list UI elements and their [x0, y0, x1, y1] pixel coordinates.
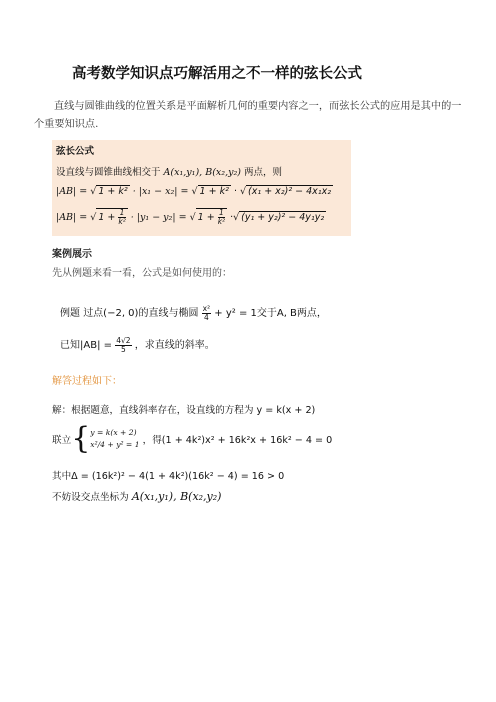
- frac-den-b: k²: [217, 217, 226, 226]
- page-title: 高考数学知识点巧解活用之不一样的弦长公式: [72, 66, 362, 82]
- formula-header: 弦长公式: [56, 146, 95, 157]
- solution-line4-a: 不妨设交点坐标为: [52, 492, 129, 503]
- formula-line3-rad3: (y₁ + y₂)² − 4y₁y₂: [241, 212, 325, 223]
- example-text1: 过点(−2, 0)的直线与椭圆: [83, 308, 199, 319]
- example-line-2: [60, 336, 215, 354]
- ab-den: 5: [120, 344, 126, 354]
- solution-line4-b: A(x₁,y₁), B(x₂,y₂): [131, 490, 222, 503]
- ab-num: 4√2: [116, 335, 131, 345]
- formula-line1-post: 两点，则: [244, 167, 283, 178]
- frac-den: k²: [118, 217, 126, 226]
- brace-icon: {: [71, 421, 91, 456]
- formula-line2-dot: ·: [233, 186, 237, 197]
- formula-line-2: |AB| = √ 1 + k² · |x₁ − x₂| = √ 1 + k² · √ (x₁ + x₂)² − 4x₁x₂: [56, 186, 332, 197]
- ellipse-den: 4: [203, 312, 209, 322]
- formula-line2-rad3: (x₁ + x₂)² − 4x₁x₂: [248, 186, 332, 197]
- formula-line2-ab: |AB| =: [56, 186, 88, 197]
- formula-line2-rad1: 1 + k²: [98, 186, 128, 197]
- formula-line3-rad1: [96, 208, 127, 226]
- ab-frac: [115, 337, 131, 354]
- frac-num: 1: [119, 208, 125, 217]
- formula-line3-rad2: [196, 208, 227, 226]
- formula-line3-ab: |AB| =: [56, 212, 88, 223]
- formula-line3-frac: [118, 209, 125, 226]
- solution-line-4: [52, 489, 221, 503]
- formula-line2-diff: · |x₁ − x₂| =: [132, 186, 189, 197]
- formula-line1-pre: 设直线与圆锥曲线相交于: [56, 167, 161, 178]
- formula-line3-diff: · |y₁ − y₂| =: [130, 212, 187, 223]
- system-eq-2: x²/4 + y² = 1: [90, 440, 140, 449]
- example-line2-b: ，求直线的斜率。: [134, 340, 215, 351]
- solution-heading: 解答过程如下：: [52, 376, 122, 387]
- ellipse-frac: [202, 305, 211, 322]
- solution-lianli: 联立: [52, 435, 72, 446]
- formula-line1-points: A(x₁,y₁), B(x₂,y₂): [163, 167, 241, 178]
- formula-line3-one-b: 1 +: [197, 212, 215, 223]
- ellipse-num: x²: [202, 303, 211, 313]
- frac-num-b: 1: [218, 208, 224, 217]
- example-label: 例题: [60, 308, 80, 319]
- formula-line2-rad2: 1 + k²: [199, 186, 229, 197]
- example-heading: 案例展示: [52, 249, 92, 260]
- system-eq-1: y = k(x + 2): [90, 428, 137, 437]
- solution-line-1: 解：根据题意，直线斜率存在，设直线的方程为 y = k(x + 2): [52, 405, 316, 416]
- equation-system: [90, 427, 139, 451]
- solution-line-3: 其中Δ = (16k²)² − 4(1 + 4k²)(16k² − 4) = 16 > 0: [52, 471, 285, 482]
- example-line-1: [60, 304, 327, 322]
- formula-line-1: [56, 164, 282, 178]
- solution-result: ，得(1 + 4k²)x² + 16k²x + 16k² − 4 = 0: [142, 435, 333, 446]
- example-lead: 先从例题来看一看，公式是如何使用的：: [52, 268, 232, 279]
- formula-box: [52, 140, 351, 236]
- formula-line-3: |AB| = √ 1 + $\frac{1}{\text{k²}}$ · |y₁ − y₂| = √ 1 + $\frac{1}{\text{k²}}$ ·√ (y₁ + y₂)² − 4y₁y₂: [56, 208, 325, 226]
- formula-line3-frac-b: [218, 209, 225, 226]
- example-text2: + y² = 1交于A, B两点，: [214, 308, 327, 319]
- intro-paragraph: 直线与圆锥曲线的位置关系是平面解析几何的重要内容之一，而弦长公式的应用是其中的一个重要知识点.: [34, 101, 462, 130]
- example-line2-a: 已知|AB| =: [60, 340, 112, 351]
- solution-line-2: [52, 421, 333, 456]
- formula-line3-one: 1 +: [98, 212, 116, 223]
